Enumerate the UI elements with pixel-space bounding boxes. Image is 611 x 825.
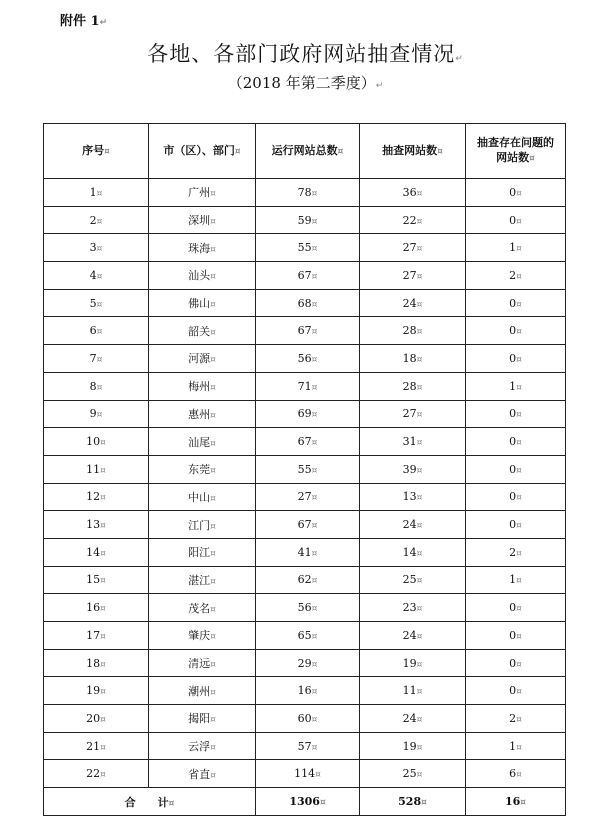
cell-index: 1¤: [44, 179, 149, 207]
cell-region: 湛江¤: [149, 566, 256, 594]
cell-region: 揭阳¤: [149, 705, 256, 733]
cell-total-sites: 114¤: [256, 760, 360, 788]
cell-total-sites: 62¤: [256, 566, 360, 594]
cell-index: 5¤: [44, 289, 149, 317]
total-row: [44, 788, 566, 816]
cell-problem-sites: 0¤: [466, 594, 566, 622]
cell-total-sites: 69¤: [256, 400, 360, 428]
header-region: 市（区）、部门¤: [149, 124, 256, 179]
cell-index: 19¤: [44, 677, 149, 705]
cell-region: 中山¤: [149, 483, 256, 511]
cell-total-sites: 56¤: [256, 594, 360, 622]
cell-problem-sites: 0¤: [466, 649, 566, 677]
cell-problem-sites: 1¤: [466, 732, 566, 760]
cell-problem-sites: 0¤: [466, 677, 566, 705]
cell-region: 佛山¤: [149, 289, 256, 317]
inspection-table: [43, 123, 566, 816]
cell-sampled-sites: 25¤: [360, 566, 466, 594]
cell-region: 河源¤: [149, 345, 256, 373]
cell-sampled-sites: 14¤: [360, 538, 466, 566]
header-total-sites: 运行网站总数¤: [256, 124, 360, 179]
cell-index: 14¤: [44, 538, 149, 566]
cell-index: 6¤: [44, 317, 149, 345]
cell-region: 江门¤: [149, 511, 256, 539]
cell-index: 17¤: [44, 622, 149, 650]
cell-region: 珠海¤: [149, 234, 256, 262]
table-row: [44, 760, 566, 788]
attachment-label: 附件 1↵: [60, 14, 108, 29]
cell-total-sites: 41¤: [256, 538, 360, 566]
cell-region: 潮州¤: [149, 677, 256, 705]
cell-problem-sites: 0¤: [466, 345, 566, 373]
total-label: 合 计¤: [44, 788, 256, 816]
cell-sampled-sites: 23¤: [360, 594, 466, 622]
total-sites: 1306¤: [256, 788, 360, 816]
total-problems: 16¤: [466, 788, 566, 816]
cell-problem-sites: 0¤: [466, 428, 566, 456]
table-row: [44, 511, 566, 539]
cell-index: 2¤: [44, 206, 149, 234]
cell-total-sites: 55¤: [256, 234, 360, 262]
cell-sampled-sites: 27¤: [360, 400, 466, 428]
cell-total-sites: 16¤: [256, 677, 360, 705]
cell-total-sites: 67¤: [256, 262, 360, 290]
table-row: [44, 677, 566, 705]
cell-total-sites: 71¤: [256, 372, 360, 400]
cell-problem-sites: 0¤: [466, 206, 566, 234]
cell-region: 韶关¤: [149, 317, 256, 345]
cell-sampled-sites: 36¤: [360, 179, 466, 207]
cell-index: 21¤: [44, 732, 149, 760]
cell-index: 7¤: [44, 345, 149, 373]
cell-problem-sites: 1¤: [466, 372, 566, 400]
cell-index: 4¤: [44, 262, 149, 290]
cell-total-sites: 60¤: [256, 705, 360, 733]
cell-index: 11¤: [44, 455, 149, 483]
cell-region: 省直¤: [149, 760, 256, 788]
cell-index: 12¤: [44, 483, 149, 511]
table-row: [44, 428, 566, 456]
cell-total-sites: 67¤: [256, 511, 360, 539]
cell-sampled-sites: 24¤: [360, 622, 466, 650]
cell-sampled-sites: 24¤: [360, 511, 466, 539]
table-row: [44, 594, 566, 622]
cell-index: 8¤: [44, 372, 149, 400]
table-row: [44, 234, 566, 262]
table-row: [44, 400, 566, 428]
document-subtitle: （2018 年第二季度）↵: [227, 74, 384, 92]
header-sampled-sites: 抽查网站数¤: [360, 124, 466, 179]
table-row: [44, 732, 566, 760]
cell-sampled-sites: 19¤: [360, 649, 466, 677]
cell-region: 惠州¤: [149, 400, 256, 428]
table-row: [44, 455, 566, 483]
cell-problem-sites: 6¤: [466, 760, 566, 788]
cell-problem-sites: 2¤: [466, 705, 566, 733]
cell-region: 阳江¤: [149, 538, 256, 566]
cell-problem-sites: 0¤: [466, 289, 566, 317]
table-row: [44, 705, 566, 733]
table-row: [44, 317, 566, 345]
table-row: [44, 483, 566, 511]
cell-problem-sites: 0¤: [466, 511, 566, 539]
cell-total-sites: 67¤: [256, 428, 360, 456]
cell-sampled-sites: 18¤: [360, 345, 466, 373]
cell-sampled-sites: 39¤: [360, 455, 466, 483]
cell-region: 深圳¤: [149, 206, 256, 234]
cell-total-sites: 56¤: [256, 345, 360, 373]
cell-sampled-sites: 28¤: [360, 317, 466, 345]
cell-sampled-sites: 11¤: [360, 677, 466, 705]
cell-index: 13¤: [44, 511, 149, 539]
cell-index: 15¤: [44, 566, 149, 594]
table-row: [44, 566, 566, 594]
cell-sampled-sites: 27¤: [360, 262, 466, 290]
cell-index: 3¤: [44, 234, 149, 262]
cell-region: 肇庆¤: [149, 622, 256, 650]
cell-index: 20¤: [44, 705, 149, 733]
cell-sampled-sites: 31¤: [360, 428, 466, 456]
cell-sampled-sites: 25¤: [360, 760, 466, 788]
table-header-row: [44, 124, 566, 179]
cell-total-sites: 27¤: [256, 483, 360, 511]
cell-index: 18¤: [44, 649, 149, 677]
cell-problem-sites: 1¤: [466, 566, 566, 594]
header-problem-sites: 抽查存在问题的网站数¤: [466, 124, 566, 179]
cell-problem-sites: 0¤: [466, 483, 566, 511]
cell-problem-sites: 0¤: [466, 622, 566, 650]
cell-total-sites: 29¤: [256, 649, 360, 677]
cell-total-sites: 59¤: [256, 206, 360, 234]
table-row: [44, 179, 566, 207]
cell-region: 梅州¤: [149, 372, 256, 400]
table-row: [44, 372, 566, 400]
cell-problem-sites: 0¤: [466, 179, 566, 207]
cell-problem-sites: 0¤: [466, 317, 566, 345]
cell-index: 16¤: [44, 594, 149, 622]
table-row: [44, 649, 566, 677]
cell-sampled-sites: 27¤: [360, 234, 466, 262]
cell-total-sites: 55¤: [256, 455, 360, 483]
table-row: [44, 289, 566, 317]
table-row: [44, 622, 566, 650]
cell-region: 汕尾¤: [149, 428, 256, 456]
cell-region: 云浮¤: [149, 732, 256, 760]
cell-sampled-sites: 24¤: [360, 705, 466, 733]
header-index: 序号¤: [44, 124, 149, 179]
cell-problem-sites: 0¤: [466, 455, 566, 483]
cell-sampled-sites: 13¤: [360, 483, 466, 511]
total-sampled: 528¤: [360, 788, 466, 816]
cell-problem-sites: 2¤: [466, 262, 566, 290]
cell-region: 茂名¤: [149, 594, 256, 622]
table-row: [44, 262, 566, 290]
cell-total-sites: 67¤: [256, 317, 360, 345]
cell-index: 22¤: [44, 760, 149, 788]
cell-region: 东莞¤: [149, 455, 256, 483]
table-row: [44, 538, 566, 566]
document-title: 各地、各部门政府网站抽查情况↵: [147, 42, 464, 66]
cell-region: 清远¤: [149, 649, 256, 677]
cell-total-sites: 65¤: [256, 622, 360, 650]
cell-sampled-sites: 24¤: [360, 289, 466, 317]
cell-total-sites: 68¤: [256, 289, 360, 317]
cell-sampled-sites: 19¤: [360, 732, 466, 760]
cell-region: 广州¤: [149, 179, 256, 207]
cell-index: 10¤: [44, 428, 149, 456]
table-row: [44, 345, 566, 373]
cell-total-sites: 78¤: [256, 179, 360, 207]
cell-problem-sites: 2¤: [466, 538, 566, 566]
cell-problem-sites: 1¤: [466, 234, 566, 262]
cell-total-sites: 57¤: [256, 732, 360, 760]
cell-sampled-sites: 28¤: [360, 372, 466, 400]
cell-index: 9¤: [44, 400, 149, 428]
cell-region: 汕头¤: [149, 262, 256, 290]
cell-sampled-sites: 22¤: [360, 206, 466, 234]
cell-problem-sites: 0¤: [466, 400, 566, 428]
table-row: [44, 206, 566, 234]
